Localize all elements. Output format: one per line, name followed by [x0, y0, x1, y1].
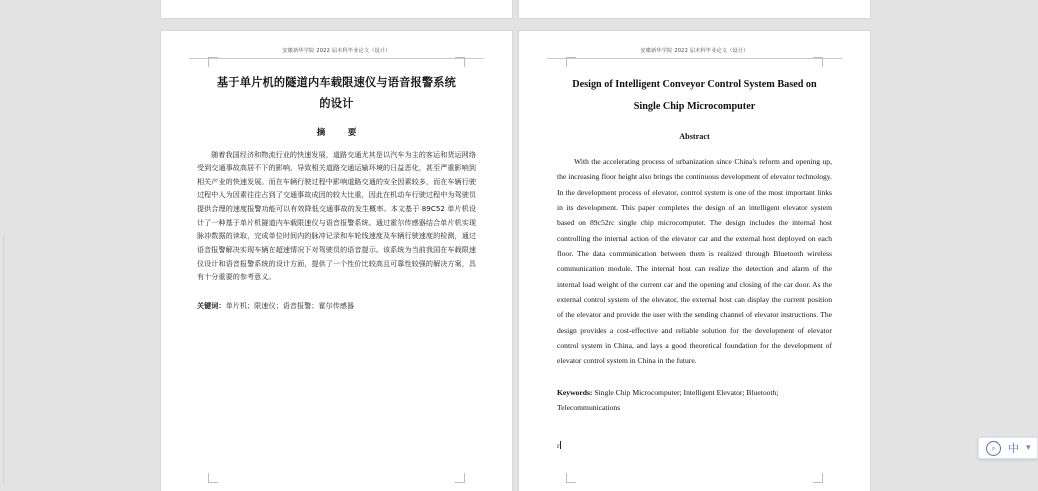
margin-mark-top-right — [813, 57, 823, 67]
document-page-chinese-abstract[interactable] — [161, 31, 512, 491]
running-header-right — [547, 31, 842, 59]
page-title-line-1: 基于单片机的隧道内车载限速仪与语音报警系统 — [216, 76, 457, 90]
ime-language-mode-button[interactable]: 中 — [1008, 441, 1019, 455]
margin-mark-top-left — [566, 57, 576, 67]
text-caret — [560, 441, 561, 449]
stray-character: r — [557, 441, 560, 451]
margin-mark-bottom-right — [813, 473, 823, 483]
document-page-english-abstract[interactable] — [519, 31, 870, 491]
abstract-body-chinese: 随着我国经济和物流行业的快速发展，道路交通尤其是以汽车为主的客运和货运网络受到交通事故高居不下的影响，导致相关道路交通运输环境的日益恶化，甚至严重影响到相关产业的快速发展。而在车辆行驶过程中影响道路交通的安全因素较多，而在车辆行驶过程中人为因素往往占到了交通事故成因的较大比重，因此在机动车行驶过程中为驾驶员提供合理的速度报警功能可以有效降低交通事故的发生概率。本文基于 89C52 单片机设计了一种基于单片机隧道内车载限速仪与语音报警系统。通过霍尔传感器结合单片机实现脉冲数据的读取，完成单位时间内的脉冲记录和车轮线速度及车辆行驶速度的检测，通过语音报警解决实现车辆在超速情况下对驾驶员的语音提示。该系统为当前我国在车载限速仪设计和语音报警系统的设计方面，提供了一个性价比较高且可靠性较强的解决方案，具有十分重要的参考意义。 — [197, 149, 476, 282]
keywords-english — [557, 385, 832, 416]
header-rule — [547, 58, 842, 59]
previous-page-sliver-right — [519, 0, 870, 18]
running-header-text: 安徽新华学院 2022 届本科毕业论文（设计） — [282, 48, 391, 54]
page-title-line-2: Single Chip Microcomputer — [633, 100, 756, 112]
previous-page-sliver-left — [161, 0, 512, 18]
page-title-line-2: 的设计 — [319, 96, 354, 110]
keywords-label-english: Keywords: — [557, 387, 593, 397]
margin-mark-top-left — [208, 57, 218, 67]
keywords-value-english: Single Chip Microcomputer; Intelligent Elevator; Bluetooth; Telecommunications — [557, 387, 779, 412]
keywords-label-chinese: 关键词： — [197, 300, 226, 310]
margin-mark-top-right — [455, 57, 465, 67]
svg-text:P: P — [992, 445, 995, 451]
margin-mark-bottom-left — [566, 473, 576, 483]
ime-floating-bar[interactable] — [978, 437, 1038, 459]
header-rule — [189, 58, 484, 59]
ime-logo-icon[interactable] — [986, 441, 1001, 456]
page-title-line-1: Design of Intelligent Conveyor Control System Based on — [572, 79, 817, 91]
stray-character-with-caret — [557, 438, 832, 453]
abstract-body-english: With the accelerating process of urbanization since China's reform and opening up, the increasing floor height also brings the continuous development of elevator technology. In the development process of elevator, control system is one of the most important links in its development. This paper completes the design of an intelligent elevator system based on 89c52rc single chip microcomputer. The design includes the internal host controlling the internal action of the elevator car and the external host deployed on each floor. The data communication between them is realized through Bluetooth wireless communication module. The internal host can realize the detection and alarm of the internal load weight of the current car and the opening and closing of the car door. As the external control system of the elevator, the external host can display the current position of the elevator and provide the user with the sending channel of elevator instructions. The design provides a cost-effective and reliable solution for the development of elevator control system in China, and lays a good theoretical foundation for the development of elevator control system in China in the future. — [557, 157, 832, 366]
section-heading-abstract-chinese: 摘 要 — [316, 127, 364, 138]
keywords-value-chinese: 单片机；限速仪；语音报警；霍尔传感器 — [225, 300, 355, 310]
chevron-down-icon[interactable]: ▾ — [1026, 442, 1031, 453]
left-rail-divider — [3, 235, 4, 483]
page-title-chinese — [195, 73, 478, 114]
keywords-chinese — [197, 299, 476, 312]
running-header-text: 安徽新华学院 2022 届本科毕业论文（设计） — [640, 48, 749, 54]
section-heading-abstract-english: Abstract — [679, 132, 710, 142]
running-header-left — [189, 31, 484, 59]
page-title-english — [551, 74, 838, 117]
margin-mark-bottom-right — [455, 473, 465, 483]
margin-mark-bottom-left — [208, 473, 218, 483]
